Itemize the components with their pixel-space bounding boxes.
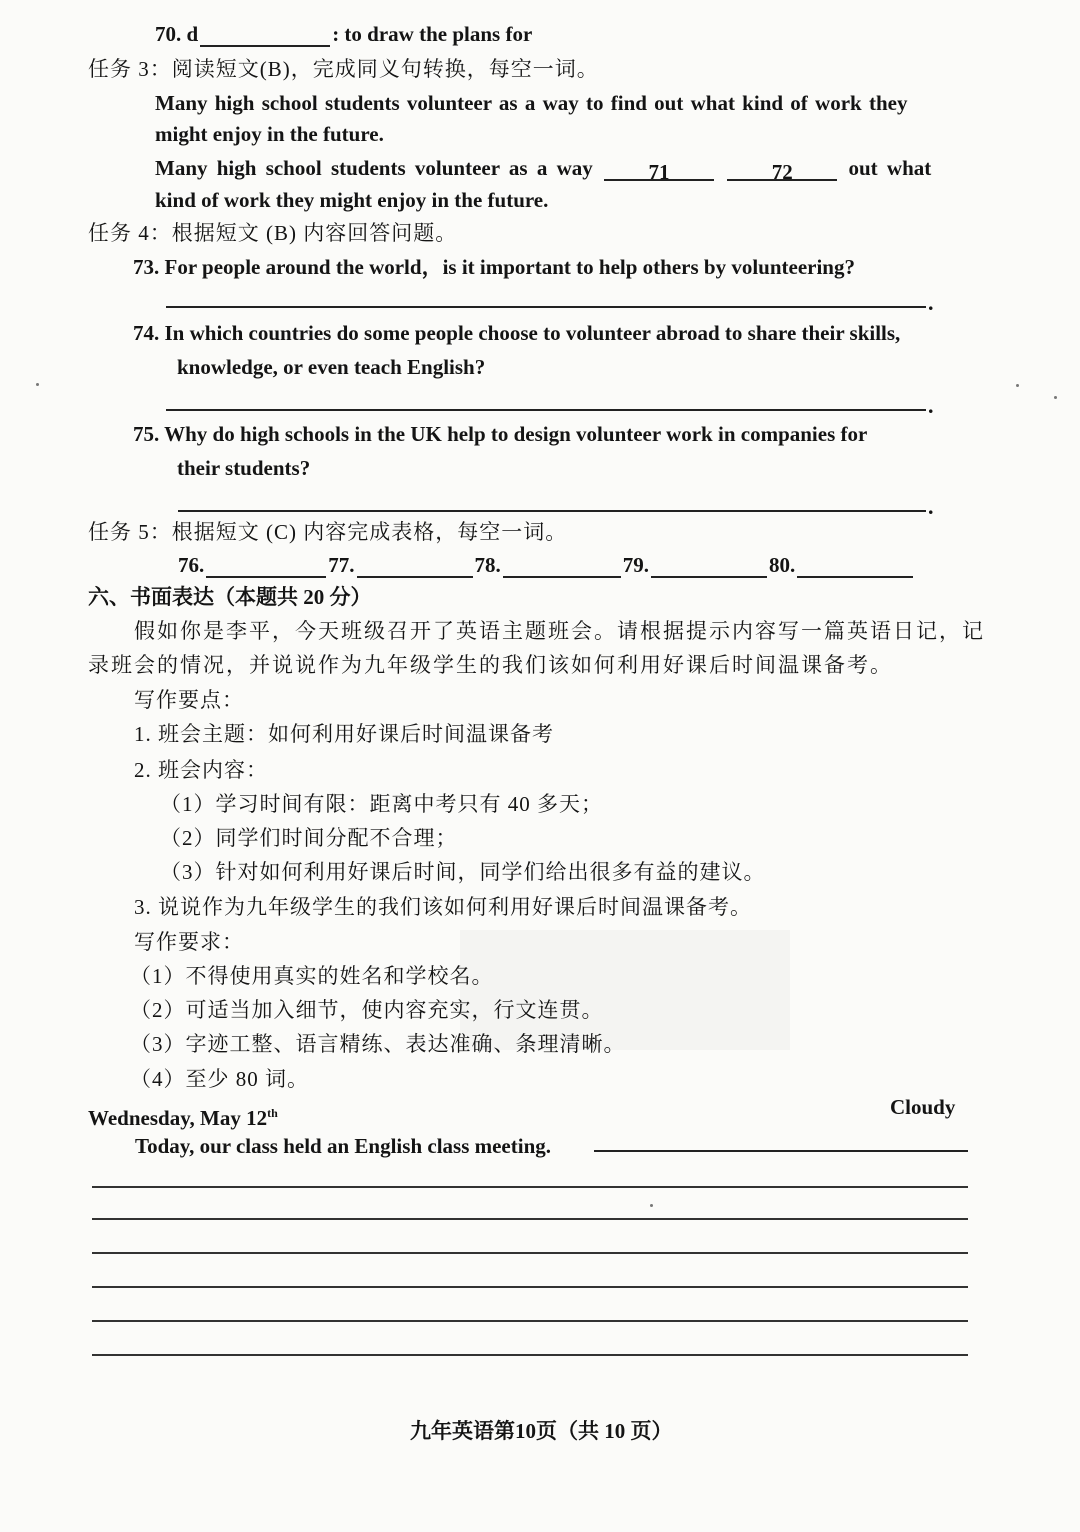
diary-weather: Cloudy: [890, 1095, 956, 1119]
point-2-2: （2）同学们时间分配不合理；: [160, 826, 458, 850]
blank-79[interactable]: [651, 556, 767, 578]
scan-speck: [1016, 384, 1019, 387]
q70-number: 70. d: [155, 22, 199, 46]
blank-78-label: 78.: [474, 553, 501, 577]
point-1: 1. 班会主题：如何利用好课后时间温课备考: [134, 722, 554, 746]
diary-date-text: Wednesday, May 12: [88, 1106, 268, 1130]
blank-80-label: 80.: [769, 553, 796, 577]
q70-blank[interactable]: [200, 25, 330, 47]
writing-line-2[interactable]: [92, 1218, 968, 1220]
writing-line-6[interactable]: [92, 1354, 968, 1356]
section6-intro-line1: 假如你是李平，今天班级召开了英语主题班会。请根据提示内容写一篇英语日记，记: [134, 619, 985, 643]
diary-date: [88, 1100, 278, 1131]
task3-rewrite-tail: out what: [848, 156, 932, 180]
point-2-1: （1）学习时间有限：距离中考只有 40 多天；: [160, 792, 603, 816]
answer-line-74[interactable]: [166, 409, 926, 411]
answer-73-period: .: [928, 290, 934, 315]
requirement-4: （4）至少 80 词。: [130, 1067, 309, 1091]
scan-speck: [1054, 396, 1057, 399]
answer-line-75[interactable]: [178, 510, 926, 512]
blank-80[interactable]: [797, 556, 913, 578]
question-73: 73. For people around the world，is it important to help others by volunteering?: [133, 255, 855, 279]
question-74-line1: 74. In which countries do some people choose to volunteer abroad to share their skills,: [133, 321, 901, 345]
task3-rewrite-text: Many high school students volunteer as a way: [155, 156, 593, 180]
task3-original-line2: might enjoy in the future.: [155, 122, 384, 146]
point-2: 2. 班会内容：: [134, 758, 268, 782]
writing-line-3[interactable]: [92, 1252, 968, 1254]
question-74-line2: knowledge, or even teach English?: [177, 355, 486, 379]
blank-72-label: 72: [771, 160, 793, 184]
blank-79-label: 79.: [622, 553, 649, 577]
page-footer: 九年英语第10页（共 10 页）: [410, 1419, 673, 1443]
task4-heading: 任务 4：根据短文 (B) 内容回答问题。: [88, 221, 458, 245]
scan-speck: [36, 383, 39, 386]
writing-line-5[interactable]: [92, 1320, 968, 1322]
question-75-line2: their students?: [177, 456, 311, 480]
writing-line-1[interactable]: [92, 1186, 968, 1188]
scan-speck: [650, 1204, 653, 1207]
task3-heading: 任务 3：阅读短文(B)，完成同义句转换，每空一词。: [88, 57, 599, 81]
question-75-line1: 75. Why do high schools in the UK help to design volunteer work in companies for: [133, 422, 868, 446]
section6-intro-line2: 录班会的情况，并说说作为九年级学生的我们该如何利用好课后时间温课备考。: [88, 653, 893, 677]
answer-74-period: .: [928, 393, 934, 418]
diary-date-suffix: th: [267, 1106, 278, 1120]
blank-77-label: 77.: [328, 553, 355, 577]
blank-76-label: 76.: [178, 553, 205, 577]
blank-77[interactable]: [357, 556, 473, 578]
blank-78[interactable]: [503, 556, 621, 578]
requirement-1: （1）不得使用真实的姓名和学校名。: [130, 964, 494, 988]
task3-original-line1: Many high school students volunteer as a way to find out what kind of work they: [155, 91, 908, 115]
point-2-3: （3）针对如何利用好课后时间，同学们给出很多有益的建议。: [160, 860, 766, 884]
writing-requirements-title: 写作要求：: [134, 930, 244, 954]
writing-line-4[interactable]: [92, 1286, 968, 1288]
blank-71-label: 71: [648, 160, 670, 184]
blank-72[interactable]: [727, 159, 837, 184]
diary-opening-sentence: Today, our class held an English class meeting.: [135, 1134, 552, 1158]
point-3: 3. 说说作为九年级学生的我们该如何利用好课后时间温课备考。: [134, 895, 752, 919]
answer-line-73[interactable]: [166, 306, 926, 308]
q70-definition: : to draw the plans for: [332, 22, 533, 46]
writing-points-title: 写作要点：: [134, 688, 244, 712]
blank-76[interactable]: [206, 556, 326, 578]
task5-blank-row: [178, 552, 915, 578]
task3-rewrite-line2: kind of work they might enjoy in the future.: [155, 188, 549, 212]
q70-line: [155, 21, 532, 47]
section6-heading: 六、书面表达（本题共 20 分）: [88, 585, 372, 609]
writing-line-0[interactable]: [594, 1150, 968, 1152]
answer-75-period: .: [928, 494, 934, 519]
task3-rewrite-line1: [155, 155, 932, 184]
requirement-3: （3）字迹工整、语言精练、表达准确、条理清晰。: [130, 1032, 626, 1056]
blank-71[interactable]: [604, 159, 714, 184]
requirement-2: （2）可适当加入细节，使内容充实，行文连贯。: [130, 998, 604, 1022]
task5-heading: 任务 5：根据短文 (C) 内容完成表格，每空一词。: [88, 520, 568, 544]
